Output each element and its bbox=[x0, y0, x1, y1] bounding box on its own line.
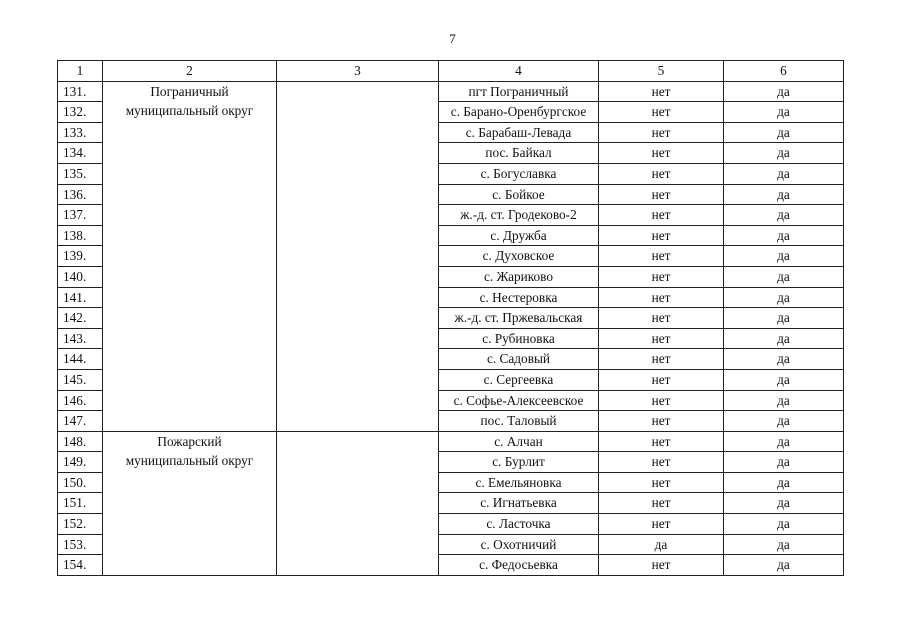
header-cell: 5 bbox=[599, 61, 724, 82]
row-number: 143. bbox=[58, 328, 103, 349]
settlement-name: пос. Таловый bbox=[439, 411, 599, 432]
column-5-value: нет bbox=[599, 452, 724, 473]
settlement-name: с. Нестеровка bbox=[439, 287, 599, 308]
column-5-value: нет bbox=[599, 102, 724, 123]
settlement-name: с. Жариково bbox=[439, 266, 599, 287]
row-number: 137. bbox=[58, 205, 103, 226]
header-row bbox=[58, 61, 844, 82]
column-6-value: да bbox=[724, 205, 844, 226]
column-5-value: нет bbox=[599, 122, 724, 143]
table-body bbox=[58, 81, 844, 575]
header-cell: 2 bbox=[103, 61, 277, 82]
district-type: муниципальный округ bbox=[125, 102, 254, 118]
row-number: 144. bbox=[58, 349, 103, 370]
row-number: 136. bbox=[58, 184, 103, 205]
column-6-value: да bbox=[724, 411, 844, 432]
column-6-value: да bbox=[724, 122, 844, 143]
column-5-value: нет bbox=[599, 308, 724, 329]
row-number: 152. bbox=[58, 514, 103, 535]
column-6-value: да bbox=[724, 266, 844, 287]
column-6-value: да bbox=[724, 163, 844, 184]
page-number: 7 bbox=[449, 31, 456, 46]
column-5-value: нет bbox=[599, 369, 724, 390]
row-number: 147. bbox=[58, 411, 103, 432]
row-number: 134. bbox=[58, 143, 103, 164]
row-number: 150. bbox=[58, 472, 103, 493]
column-5-value: нет bbox=[599, 81, 724, 102]
row-number: 138. bbox=[58, 225, 103, 246]
settlement-name: с. Садовый bbox=[439, 349, 599, 370]
row-number: 131. bbox=[58, 81, 103, 102]
settlement-name: ж.-д. ст. Гродеково-2 bbox=[439, 205, 599, 226]
settlement-name: с. Охотничий bbox=[439, 534, 599, 555]
column-6-value: да bbox=[724, 349, 844, 370]
settlement-name: с. Ласточка bbox=[439, 514, 599, 535]
column-6-value: да bbox=[724, 308, 844, 329]
settlement-name: с. Софье-Алексеевское bbox=[439, 390, 599, 411]
column-5-value: нет bbox=[599, 184, 724, 205]
header-cell: 4 bbox=[439, 61, 599, 82]
column-6-value: да bbox=[724, 493, 844, 514]
settlement-name: с. Духовское bbox=[439, 246, 599, 267]
column-5-value: нет bbox=[599, 143, 724, 164]
column-5-value: нет bbox=[599, 431, 724, 452]
row-number: 148. bbox=[58, 431, 103, 452]
row-number: 139. bbox=[58, 246, 103, 267]
column-6-value: да bbox=[724, 369, 844, 390]
column-3-cell bbox=[277, 81, 439, 431]
header-cell: 1 bbox=[58, 61, 103, 82]
column-6-value: да bbox=[724, 225, 844, 246]
column-6-value: да bbox=[724, 81, 844, 102]
column-5-value: да bbox=[599, 534, 724, 555]
settlement-name: с. Сергеевка bbox=[439, 369, 599, 390]
column-5-value: нет bbox=[599, 514, 724, 535]
column-5-value: нет bbox=[599, 266, 724, 287]
column-6-value: да bbox=[724, 246, 844, 267]
header-cell: 3 bbox=[277, 61, 439, 82]
district-cell bbox=[103, 431, 277, 575]
column-6-value: да bbox=[724, 102, 844, 123]
settlement-name: с. Бойкое bbox=[439, 184, 599, 205]
column-6-value: да bbox=[724, 287, 844, 308]
settlements-table bbox=[57, 60, 844, 576]
table-row bbox=[58, 81, 844, 102]
settlement-name: с. Дружба bbox=[439, 225, 599, 246]
column-5-value: нет bbox=[599, 555, 724, 576]
settlement-name: с. Барабаш-Левада bbox=[439, 122, 599, 143]
district-name: Пожарский bbox=[157, 433, 222, 449]
column-5-value: нет bbox=[599, 349, 724, 370]
column-6-value: да bbox=[724, 555, 844, 576]
table-row bbox=[58, 431, 844, 452]
settlement-name: с. Игнатьевка bbox=[439, 493, 599, 514]
settlement-name: с. Богуславка bbox=[439, 163, 599, 184]
row-number: 153. bbox=[58, 534, 103, 555]
column-5-value: нет bbox=[599, 225, 724, 246]
row-number: 133. bbox=[58, 122, 103, 143]
settlement-name: пгт Пограничный bbox=[439, 81, 599, 102]
column-6-value: да bbox=[724, 431, 844, 452]
row-number: 132. bbox=[58, 102, 103, 123]
header-cell: 6 bbox=[724, 61, 844, 82]
settlement-name: пос. Байкал bbox=[439, 143, 599, 164]
column-5-value: нет bbox=[599, 287, 724, 308]
row-number: 141. bbox=[58, 287, 103, 308]
column-3-cell bbox=[277, 431, 439, 575]
settlement-name: с. Алчан bbox=[439, 431, 599, 452]
row-number: 145. bbox=[58, 369, 103, 390]
column-5-value: нет bbox=[599, 472, 724, 493]
row-number: 154. bbox=[58, 555, 103, 576]
column-6-value: да bbox=[724, 472, 844, 493]
row-number: 135. bbox=[58, 163, 103, 184]
settlement-name: с. Федосьевка bbox=[439, 555, 599, 576]
column-6-value: да bbox=[724, 390, 844, 411]
row-number: 146. bbox=[58, 390, 103, 411]
district-type: муниципальный округ bbox=[125, 452, 254, 468]
settlement-name: с. Рубиновка bbox=[439, 328, 599, 349]
column-6-value: да bbox=[724, 452, 844, 473]
column-6-value: да bbox=[724, 143, 844, 164]
district-cell bbox=[103, 81, 277, 431]
row-number: 149. bbox=[58, 452, 103, 473]
row-number: 140. bbox=[58, 266, 103, 287]
column-5-value: нет bbox=[599, 328, 724, 349]
column-6-value: да bbox=[724, 514, 844, 535]
settlement-name: с. Барано-Оренбургское bbox=[439, 102, 599, 123]
column-6-value: да bbox=[724, 534, 844, 555]
column-5-value: нет bbox=[599, 493, 724, 514]
settlement-name: ж.-д. ст. Пржевальская bbox=[439, 308, 599, 329]
settlement-name: с. Бурлит bbox=[439, 452, 599, 473]
column-5-value: нет bbox=[599, 163, 724, 184]
column-5-value: нет bbox=[599, 411, 724, 432]
settlement-name: с. Емельяновка bbox=[439, 472, 599, 493]
row-number: 142. bbox=[58, 308, 103, 329]
column-5-value: нет bbox=[599, 205, 724, 226]
column-5-value: нет bbox=[599, 246, 724, 267]
column-6-value: да bbox=[724, 328, 844, 349]
district-name: Пограничный bbox=[150, 83, 229, 99]
row-number: 151. bbox=[58, 493, 103, 514]
column-6-value: да bbox=[724, 184, 844, 205]
column-5-value: нет bbox=[599, 390, 724, 411]
